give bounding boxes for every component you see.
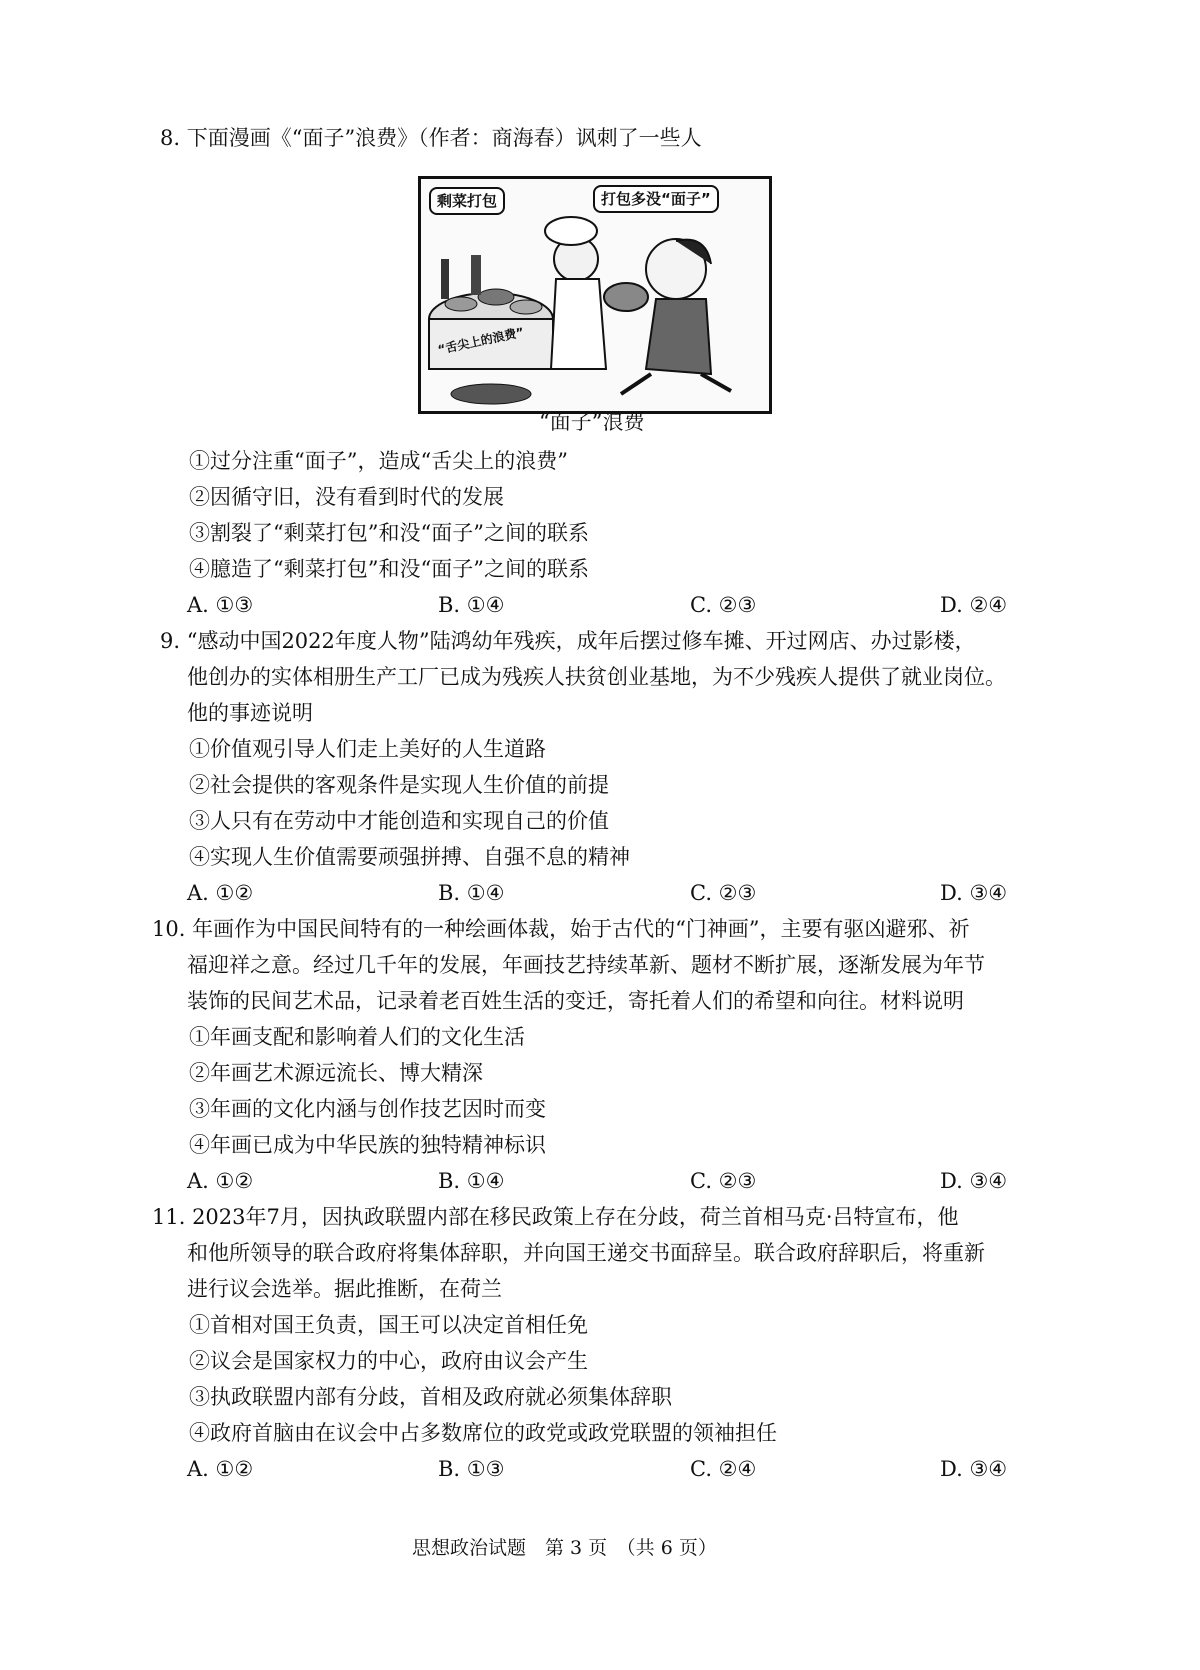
q10-option-1: ①年画支配和影响着人们的文化生活 <box>189 1025 525 1049</box>
page-footer: 思想政治试题 第 3 页 （共 6 页） <box>412 1537 717 1559</box>
q10-option-4: ④年画已成为中华民族的独特精神标识 <box>189 1133 546 1157</box>
q10-option-2: ②年画艺术源远流长、博大精深 <box>189 1061 483 1085</box>
q10-answer-a: A. ①② <box>187 1169 254 1193</box>
q10-option-3: ③年画的文化内涵与创作技艺因时而变 <box>189 1097 546 1121</box>
q8-answer-a: A. ①③ <box>187 593 254 617</box>
q9-option-1: ①价值观引导人们走上美好的人生道路 <box>189 737 546 761</box>
q11-answer-c: C. ②④ <box>690 1457 757 1481</box>
q11-stem-line-1: 11. 2023年7月，因执政联盟内部在移民政策上存在分歧，荷兰首相马克·吕特宣布，他 <box>152 1205 959 1229</box>
q11-stem-line-3: 进行议会选举。据此推断，在荷兰 <box>187 1277 502 1301</box>
q9-answer-d: D. ③④ <box>940 881 1008 905</box>
q9-answer-b: B. ①④ <box>438 881 505 905</box>
q9-stem-line-3: 他的事迹说明 <box>187 701 313 725</box>
q11-stem-line-2: 和他所领导的联合政府将集体辞职，并向国王递交书面辞呈。联合政府辞职后，将重新 <box>187 1241 985 1265</box>
cartoon-image <box>418 176 772 414</box>
q8-option-2: ②因循守旧，没有看到时代的发展 <box>189 485 504 509</box>
q11-answer-b: B. ①③ <box>438 1457 505 1481</box>
q8-option-4: ④臆造了“剩菜打包”和没“面子”之间的联系 <box>189 557 589 581</box>
q10-answer-c: C. ②③ <box>690 1169 757 1193</box>
q9-option-2: ②社会提供的客观条件是实现人生价值的前提 <box>189 773 609 797</box>
cartoon-bubble-left: 剩菜打包 <box>429 187 505 215</box>
q9-option-3: ③人只有在劳动中才能创造和实现自己的价值 <box>189 809 609 833</box>
q9-option-4: ④实现人生价值需要顽强拼搏、自强不息的精神 <box>189 845 630 869</box>
q8-answer-b: B. ①④ <box>438 593 505 617</box>
q10-answer-d: D. ③④ <box>940 1169 1008 1193</box>
cartoon-banner: “舌尖上的浪费” <box>436 325 526 357</box>
q11-answer-d: D. ③④ <box>940 1457 1008 1481</box>
q8-option-3: ③割裂了“剩菜打包”和没“面子”之间的联系 <box>189 521 589 545</box>
q9-answer-a: A. ①② <box>187 881 254 905</box>
q11-option-2: ②议会是国家权力的中心，政府由议会产生 <box>189 1349 588 1373</box>
q8-stem: 8. 下面漫画《“面子”浪费》（作者：商海春）讽刺了一些人 <box>160 126 702 150</box>
q8-option-1: ①过分注重“面子”，造成“舌尖上的浪费” <box>189 449 568 473</box>
q11-answer-a: A. ①② <box>187 1457 254 1481</box>
q10-answer-b: B. ①④ <box>438 1169 505 1193</box>
q11-option-3: ③执政联盟内部有分歧，首相及政府就必须集体辞职 <box>189 1385 672 1409</box>
q10-stem-line-1: 10. 年画作为中国民间特有的一种绘画体裁，始于古代的“门神画”，主要有驱凶避邪、祈 <box>152 917 970 941</box>
cartoon-caption: “面子”浪费 <box>539 410 645 434</box>
q9-answer-c: C. ②③ <box>690 881 757 905</box>
q10-stem-line-3: 装饰的民间艺术品，记录着老百姓生活的变迁，寄托着人们的希望和向往。材料说明 <box>187 989 964 1013</box>
q8-answer-c: C. ②③ <box>690 593 757 617</box>
q11-option-4: ④政府首脑由在议会中占多数席位的政党或政党联盟的领袖担任 <box>189 1421 777 1445</box>
q9-stem-line-2: 他创办的实体相册生产工厂已成为残疾人扶贫创业基地，为不少残疾人提供了就业岗位。 <box>187 665 1006 689</box>
q9-stem-line-1: 9. “感动中国2022年度人物”陆鸿幼年残疾，成年后摆过修车摊、开过网店、办过影楼， <box>160 629 976 653</box>
cartoon-bubble-right: 打包多没“面子” <box>593 185 719 213</box>
q10-stem-line-2: 福迎祥之意。经过几千年的发展，年画技艺持续革新、题材不断扩展，逐渐发展为年节 <box>187 953 985 977</box>
q11-option-1: ①首相对国王负责，国王可以决定首相任免 <box>189 1313 588 1337</box>
q8-answer-d: D. ②④ <box>940 593 1008 617</box>
